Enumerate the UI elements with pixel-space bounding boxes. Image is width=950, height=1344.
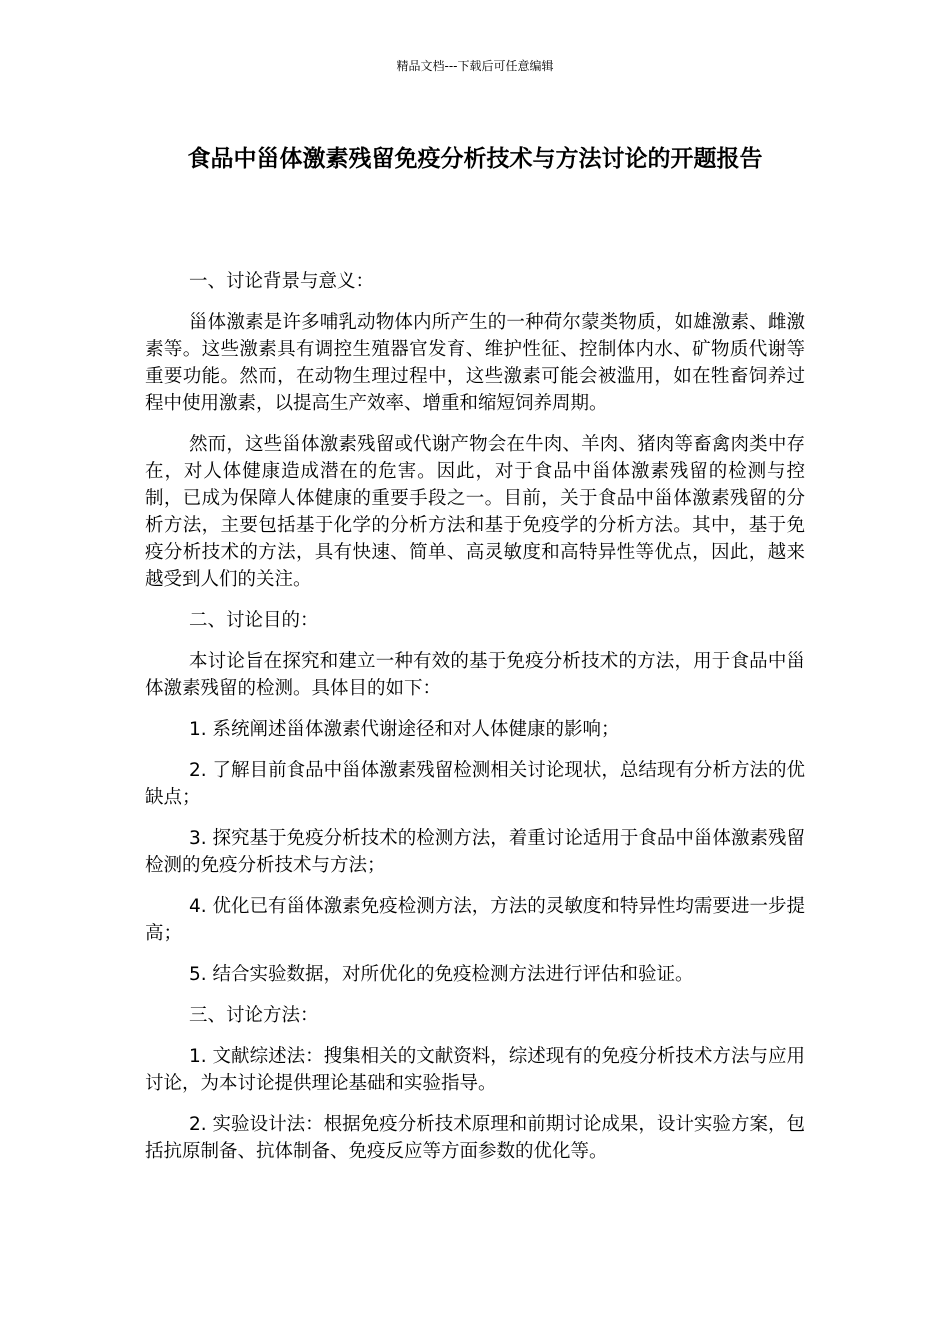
list-item: 3. 探究基于免疫分析技术的检测方法，着重讨论适用于食品中甾体激素残留检测的免疫分析技术与方法； <box>145 828 805 876</box>
list-item: 4. 优化已有甾体激素免疫检测方法，方法的灵敏度和特异性均需要进一步提高； <box>145 896 805 944</box>
list-item: 1. 系统阐述甾体激素代谢途径和对人体健康的影响； <box>189 719 620 740</box>
list-item: 5. 结合实验数据，对所优化的免疫检测方法进行评估和验证。 <box>189 964 694 985</box>
section-heading-methods: 三、讨论方法： <box>189 1005 319 1026</box>
paragraph: 甾体激素是许多哺乳动物体内所产生的一种荷尔蒙类物质，如雄激素、雌激素等。这些激素具有调控生殖器官发育、维护性征、控制体内水、矿物质代谢等重要功能。然而，在动物生理过程中，这些激素可能会被滥用，如在牲畜饲养过程中使用激素，以提高生产效率、增重和缩短饲养周期。 <box>145 312 805 414</box>
section-heading-background: 一、讨论背景与意义： <box>189 271 375 292</box>
list-item: 2. 了解目前食品中甾体激素残留检测相关讨论现状，总结现有分析方法的优缺点； <box>145 760 805 808</box>
section-heading-purpose: 二、讨论目的： <box>189 610 319 631</box>
paragraph: 然而，这些甾体激素残留或代谢产物会在牛肉、羊肉、猪肉等畜禽肉类中存在，对人体健康造成潜在的危害。因此，对于食品中甾体激素残留的检测与控制，已成为保障人体健康的重要手段之一。目前，关于食品中甾体激素残留的分析方法，主要包括基于化学的分析方法和基于免疫学的分析方法。其中，基于免疫分析技术的方法，具有快速、简单、高灵敏度和高特异性等优点，因此，越来越受到人们的关注。 <box>145 434 805 590</box>
document-title: 食品中甾体激素残留免疫分析技术与方法讨论的开题报告 <box>187 146 763 172</box>
header-note: 精品文档---下载后可任意编辑 <box>396 59 554 73</box>
document-body <box>145 268 805 1179</box>
paragraph: 本讨论旨在探究和建立一种有效的基于免疫分析技术的方法，用于食品中甾体激素残留的检测。具体目的如下： <box>145 651 805 699</box>
list-item: 2. 实验设计法：根据免疫分析技术原理和前期讨论成果，设计实验方案，包括抗原制备、抗体制备、免疫反应等方面参数的优化等。 <box>145 1114 805 1162</box>
list-item: 1. 文献综述法：搜集相关的文献资料，综述现有的免疫分析技术方法与应用讨论，为本讨论提供理论基础和实验指导。 <box>145 1046 805 1094</box>
